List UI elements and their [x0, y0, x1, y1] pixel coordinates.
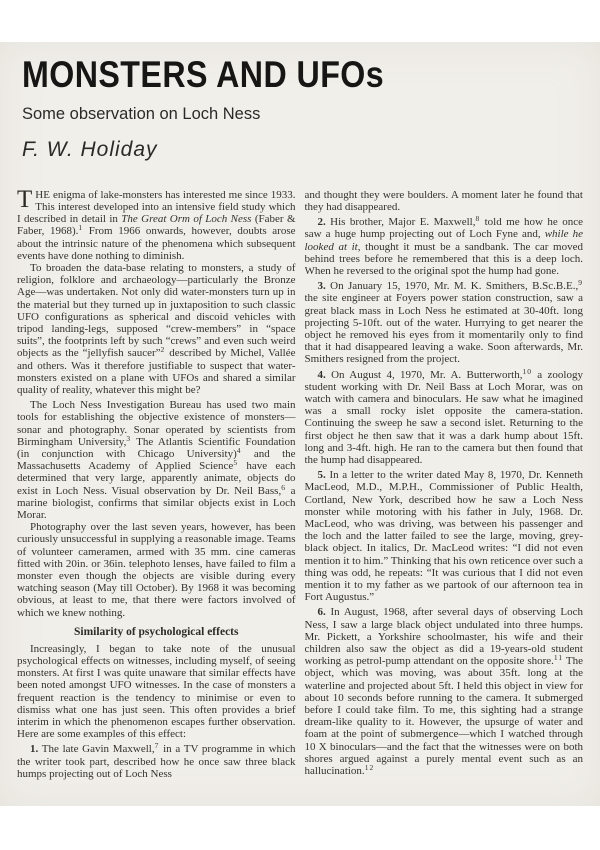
paragraph: [17, 189, 296, 262]
text-segment: the site engineer at Foyers power station construction, saw a great black mass in Loch Ness he estimated at 30-40ft. long projecting 5-10ft. out of the water. Hurrying to get nearer the object he removed his eyes from it momentarily only to find that it had disappeared leaving a wake. Soon afterwards, Mr. Smithers resigned from the project.: [304, 292, 583, 366]
article-header: [0, 42, 600, 162]
text-segment: On August 4, 1970, Mr. A. Butterworth,: [325, 368, 523, 381]
paragraph: [305, 216, 584, 277]
footnote-reference: 8: [475, 214, 481, 224]
footnote-reference: 5: [233, 458, 239, 468]
text-segment: Photography over the last seven years, however, has been curiously unsuccessful in supplying a reasonable image. Teams of volunteer cameramen, armed with 35 mm. cine cameras fitted with 20in. or 36in. telephoto lenses, have failed to film a monster even though the objects are visible during every watching season (May till October). By 1968 it was becoming obvious, at least to me, that there were factors involved of which we knew nothing.: [17, 521, 296, 619]
text-segment: told me how he once saw a huge hump projecting out of Loch Fyne and,: [304, 216, 583, 241]
text-segment: 5.: [317, 469, 326, 482]
paragraph: [17, 262, 296, 396]
paragraph: [305, 469, 584, 603]
text-segment: described by Michel, Vallée and others. Was it therefore justifiable to suspect that water-monsters existed on a plane with UFOs and shared a similar quality of reality, whatever this might be?: [17, 347, 296, 396]
footnote-reference: 9: [578, 278, 583, 288]
text-segment: in a TV programme in which the writer took part, described how he once saw three black humps projecting out of Loch Ness: [17, 743, 296, 780]
text-segment: On January 15, 1970, Mr. M. K. Smithers, B.Sc.B.E.,: [325, 280, 579, 293]
text-segment: (Faber & Faber, 1968).: [17, 213, 296, 238]
paragraph: [305, 189, 584, 213]
text-segment: 6.: [317, 606, 326, 619]
text-segment: The Atlantis Scientific Foundation (in conjunction with Chicago University): [17, 435, 296, 460]
text-segment: The Loch Ness Investigation Bureau has used two main tools for establishing the objective existence of monsters—sonar and photography. Sonar operated by scientists from Birmingham University,: [17, 399, 296, 448]
text-segment: HE enigma of lake-monsters has interested me since 1933. This interest developed into an intensive field study which I described in detail in: [17, 188, 296, 226]
article-columns: [0, 189, 600, 807]
footnote-reference: 12: [364, 763, 375, 773]
footnote-reference: 7: [154, 741, 160, 751]
right-column: [305, 189, 584, 807]
section-heading: [17, 626, 296, 638]
text-segment: a zoology student working with Dr. Neil Bass at Loch Morar, was on watch with camera and binoculars. He saw what he imagined was a small rocky islet opposite the camera-station. Continuing the sweep he saw a second islet. Returning to the first object he then saw that it was a dark hump about 15ft. long and 3-4ft. high. He ran to the camera but then found that the hump had disappeared.: [304, 368, 583, 466]
text-segment: have each determined that very large, apparently animate, objects do exist in Loch Ness. Visual observation by Dr. Neil Bass,: [17, 460, 296, 497]
footnote-reference: 11: [553, 653, 564, 663]
text-segment: In August, 1968, after several days of observing Loch Ness, I saw a large black object undulated into three humps. Mr. Pickett, a Yorkshire schoolmaster, his wife and their children also saw the object as did a 19-years-old student working as petrol-pump attendant on the opposite shore.: [304, 606, 583, 668]
paragraph: [304, 366, 584, 467]
page-title: MONSTERS AND UFOs: [22, 54, 385, 95]
footnote-reference: 4: [236, 445, 242, 455]
page-subtitle: Some observation on Loch Ness: [22, 104, 261, 123]
paragraph: [17, 399, 296, 521]
scanned-article-page: [0, 42, 600, 806]
text-segment: 4.: [317, 368, 326, 381]
text-segment: a marine biologist, confirms that similar objects exist in Loch Morar.: [17, 484, 296, 521]
paragraph: [305, 280, 584, 365]
paragraph: [17, 521, 296, 619]
footnote-reference: 3: [126, 433, 132, 443]
text-segment: while he looked at it: [304, 228, 583, 253]
text-segment: Increasingly, I began to take note of the unusual psychological effects on witnesses, including myself, of seeing monsters. At first I was quite unaware that similar effects have been noted amongst UFO witnesses. In the case of monsters a frequent reaction is the tendency to minimise or even to dismiss what one has just seen. This often provides a brief interim in which the phenomenon escapes further observation. Here are some examples of this effect:: [17, 642, 296, 741]
text-segment: The object, which was moving, was about 35ft. long at the waterline and projected about 5ft. I held this object in view for about 10 seconds before running to the camera. It submerged before I could take film. To me, this sighting had a strange dream-like quality to it. However, the upsurge of water and foam at the point of submergence—which I watched through 10 X binoculars—and the fact that the witnesses were on both shores argued against a purely mental event such as an hallucination.: [304, 655, 583, 778]
paragraph: [305, 606, 584, 777]
text-segment: From 1966 onwards, however, doubts arose about the intrinsic nature of the phenomena which subsequent events have done nothing to diminish.: [17, 225, 296, 262]
text-segment: , thought it must be a sandbank. The car moved behind trees before he remembered that this is a deep loch. When he reversed to the original spot the hump had gone.: [304, 240, 583, 277]
text-segment: 2.: [317, 216, 326, 229]
text-segment: The late Gavin Maxwell,: [38, 743, 155, 756]
page-author: F. W. Holiday: [22, 137, 158, 161]
paragraph: [17, 643, 296, 741]
left-column: [17, 189, 296, 807]
footnote-reference: 10: [522, 366, 532, 376]
text-segment: In a letter to the writer dated May 8, 1970, Dr. Kenneth MacLeod, M.D., M.P.H., Commissioner of Public Health, Cortland, New York, described how he saw a Loch Ness monster while motoring with his father in July, 1968. Dr. MacLeod, who was driving, was between his passenger and the loch and the latter failed to see the large, moving, grey-black object. In italics, Dr. MacLeod writes: “I did not even mention it to him.” Thinking that his own reticence over such a thing was odd, he repeats: “It was curious that I did not even mention it to my father as we partook of our afternoon tea in Fort Augustus.”: [304, 469, 583, 604]
footnote-reference: 2: [160, 345, 166, 355]
footnote-reference: 6: [281, 482, 286, 492]
text-segment: and thought they were boulders. A moment later he found that they had disappeared.: [304, 188, 583, 213]
text-segment: 3.: [317, 280, 326, 293]
drop-cap: T: [17, 188, 33, 213]
footnote-reference: 1: [78, 223, 84, 233]
text-segment: Similarity of psychological effects: [74, 625, 239, 638]
paragraph: [17, 743, 296, 780]
text-segment: and the Massachusetts Academy of Applied Science: [17, 447, 296, 473]
text-segment: To broaden the data-base relating to monsters, a study of religion, folklore and archaeology—particularly the Bronze Age—was undertaken. Not only did water-monsters turn up in the material but they turned up in juxtaposition to such classic UFO configurations as spherical and discoid vehicles with tripod landing-legs, supposed “crew-members” in “space suits”, the footprints left by such “crews” and even such weird objects as the “jellyfish saucer”: [17, 261, 296, 360]
text-segment: His brother, Major E. Maxwell,: [325, 216, 476, 229]
text-segment: 1.: [30, 743, 39, 756]
text-segment: The Great Orm of Loch Ness: [121, 213, 252, 226]
